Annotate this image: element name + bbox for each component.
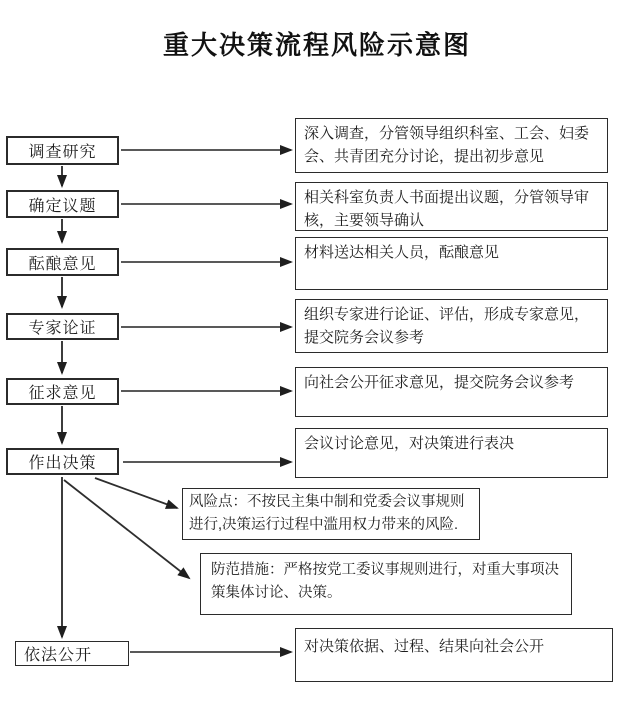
detail-box-investigate: 深入调查，分管领导组织科室、工会、妇委会、共青团充分讨论，提出初步意见 — [295, 118, 608, 173]
step-box-expert-review: 专家论证 — [6, 313, 119, 340]
detail-box-expert-review: 组织专家进行论证、评估，形成专家意见，提交院务会议参考 — [295, 299, 608, 353]
step-box-set-topic: 确定议题 — [6, 190, 119, 218]
page-title: 重大决策流程风险示意图 — [162, 31, 471, 60]
step-box-solicit-opinions: 征求意见 — [6, 378, 119, 405]
step-box-investigate: 调查研究 — [6, 136, 119, 165]
arrow-step6-prevention-note — [64, 480, 189, 578]
detail-box-solicit-opinions: 向社会公开征求意见，提交院务会议参考 — [295, 367, 608, 417]
step-box-make-decision: 作出决策 — [6, 448, 119, 475]
detail-box-deliberate: 材料送达相关人员，酝酿意见 — [295, 237, 608, 290]
risk-note-box: 风险点：不按民主集中制和党委会议事规则进行,决策运行过程中滥用权力带来的风险. — [182, 488, 480, 540]
detail-box-make-decision: 会议讨论意见，对决策进行表决 — [295, 428, 608, 478]
step-box-deliberate: 酝酿意见 — [6, 248, 119, 276]
prevention-note-box: 防范措施：严格按党工委议事规则进行，对重大事项决策集体讨论、决策。 — [200, 553, 572, 615]
step-box-disclose: 依法公开 — [15, 641, 129, 666]
detail-box-disclose: 对决策依据、过程、结果向社会公开 — [295, 628, 613, 682]
arrow-step6-risk-note — [95, 478, 177, 508]
detail-box-set-topic: 相关科室负责人书面提出议题，分管领导审核，主要领导确认 — [295, 182, 608, 231]
